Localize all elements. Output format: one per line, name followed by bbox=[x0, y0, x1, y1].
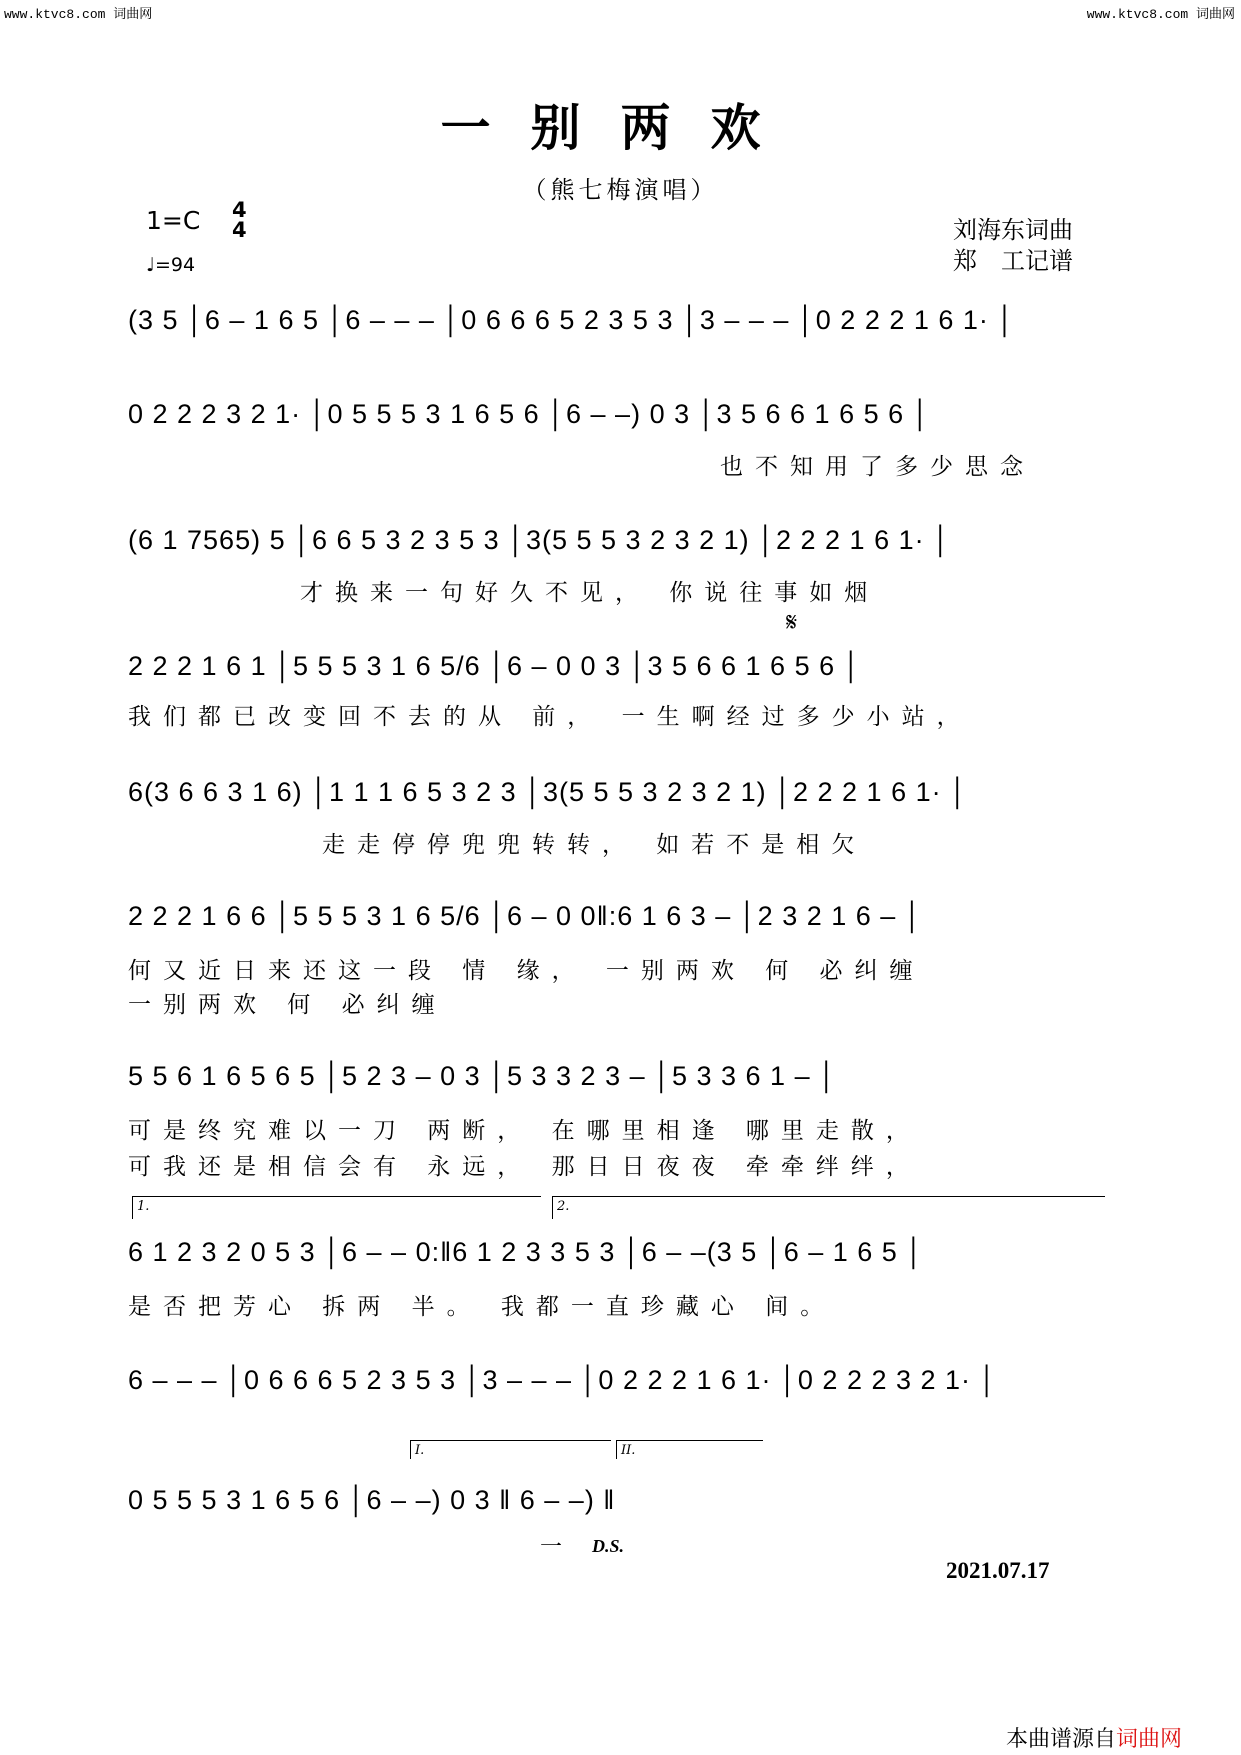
score-row-5 bbox=[128, 770, 1118, 814]
time-signature-top: 4 bbox=[232, 198, 247, 222]
time-signature-bottom: 4 bbox=[232, 218, 247, 242]
lyric-row-3: 才换来一句好久不见， 你说往事如烟 bbox=[300, 580, 880, 606]
score-row-10 bbox=[128, 1478, 1118, 1522]
score-row-8 bbox=[128, 1230, 1118, 1274]
lyric-row-5: 走走停停兜兜转转， 如若不是相欠 bbox=[322, 832, 867, 858]
score-row-3 bbox=[128, 518, 1118, 562]
tempo-mark: ♩=94 bbox=[146, 254, 196, 276]
score-row-1 bbox=[128, 298, 1118, 342]
score-row-6 bbox=[128, 894, 1118, 938]
volta-coda-second-label: II. bbox=[621, 1443, 636, 1458]
transcription-date: 2021.07.17 bbox=[946, 1558, 1050, 1583]
volta-second-label: 2. bbox=[557, 1199, 570, 1214]
transcriber-credit: 郑 工记谱 bbox=[953, 247, 1073, 275]
lyric-row-8: 是否把芳心 拆两 半。 我都一直珍藏心 间。 bbox=[128, 1294, 836, 1320]
notes-row-6: 2 2 2 1 6 6 │5 5 5 3 1 6 5/6 │6 – 0 0‖:6 1 6 3 – │2 3 2 1 6 – │ bbox=[128, 901, 923, 931]
lyric-row-2: 也不知用了多少思念 bbox=[720, 454, 1035, 480]
notes-row-10: 0 5 5 5 3 1 6 5 6 │6 – –) 0 3 ‖ 6 – –) ‖ bbox=[128, 1485, 616, 1515]
notes-row-2: 0 2 2 2 3 2 1· │0 5 5 5 3 1 6 5 6 │6 – –) 0 3 │3 5 6 6 1 6 5 6 │ bbox=[128, 399, 931, 429]
time-signature bbox=[232, 200, 247, 240]
performer-subtitle: （熊七梅演唱） bbox=[522, 176, 719, 204]
key-signature: 1=C bbox=[146, 206, 201, 235]
footer-brand-link[interactable]: 词曲网 bbox=[1116, 1727, 1183, 1752]
score-row-2 bbox=[128, 392, 1118, 436]
notes-row-9: 6 – – – │0 6 6 6 5 2 3 5 3 │3 – – – │0 2 2 2 1 6 1· │0 2 2 2 3 2 1· │ bbox=[128, 1365, 998, 1395]
volta-second-ending bbox=[552, 1196, 1105, 1219]
lyric-row-4: 我们都已改变回不去的从 前， 一生啊经过多少小站， bbox=[128, 704, 972, 730]
notes-row-7: 5 5 6 1 6 5 6 5 │5 2 3 – 0 3 │5 3 3 2 3 – │5 3 3 6 1 – │ bbox=[128, 1061, 837, 1091]
segno-sign: 𝄋 bbox=[786, 608, 798, 638]
volta-coda-first-label: I. bbox=[415, 1443, 425, 1458]
volta-first-ending bbox=[132, 1196, 541, 1219]
ds-mark: D.S. bbox=[592, 1536, 625, 1556]
volta-coda-second bbox=[616, 1440, 763, 1459]
lyric-row-6b: 一别两欢 何 必纠缠 bbox=[128, 992, 447, 1018]
footer-source bbox=[1006, 1722, 1182, 1753]
notes-row-1: (3 5 │6 – 1 6 5 │6 – – – │0 6 6 6 5 2 3 5 3 │3 – – – │0 2 2 2 1 6 1· │ bbox=[128, 305, 1016, 335]
notes-row-4: 2 2 2 1 6 1 │5 5 5 3 1 6 5/6 │6 – 0 0 3 │3 5 6 6 1 6 5 6 │ bbox=[128, 651, 862, 681]
volta-first-label: 1. bbox=[137, 1199, 150, 1214]
notes-row-3: (6 1 7565) 5 │6 6 5 3 2 3 5 3 │3(5 5 5 3 2 3 2 1) │2 2 2 1 6 1· │ bbox=[128, 525, 951, 555]
score-row-4 bbox=[128, 644, 1118, 688]
song-title: 一别两欢 bbox=[440, 99, 801, 157]
lyric-row-7b: 可我还是相信会有 永远， 那日日夜夜 牵牵绊绊， bbox=[128, 1154, 921, 1180]
lyric-row-6a: 何又近日来还这一段 情 缘， 一别两欢 何 必纠缠 bbox=[128, 958, 925, 984]
notes-row-5: 6(3 6 6 3 1 6) │1 1 1 6 5 3 2 3 │3(5 5 5 3 2 3 2 1) │2 2 2 1 6 1· │ bbox=[128, 777, 968, 807]
watermark-left: www.ktvc8.com 词曲网 bbox=[4, 7, 153, 22]
lyric-row-7a: 可是终究难以一刀 两断， 在哪里相逢 哪里走散， bbox=[128, 1118, 921, 1144]
pickup-lyric: 一 bbox=[540, 1535, 563, 1560]
score-row-9 bbox=[128, 1358, 1118, 1402]
score-row-7 bbox=[128, 1054, 1118, 1098]
lyricist-composer-credit: 刘海东词曲 bbox=[953, 216, 1073, 244]
footer-text: 本曲谱源自 bbox=[1006, 1727, 1117, 1752]
notes-row-8: 6 1 2 3 2 0 5 3 │6 – – 0:‖6 1 2 3 3 5 3 │6 – –(3 5 │6 – 1 6 5 │ bbox=[128, 1237, 925, 1267]
volta-coda-first bbox=[410, 1440, 611, 1459]
watermark-right: www.ktvc8.com 词曲网 bbox=[1086, 7, 1235, 22]
